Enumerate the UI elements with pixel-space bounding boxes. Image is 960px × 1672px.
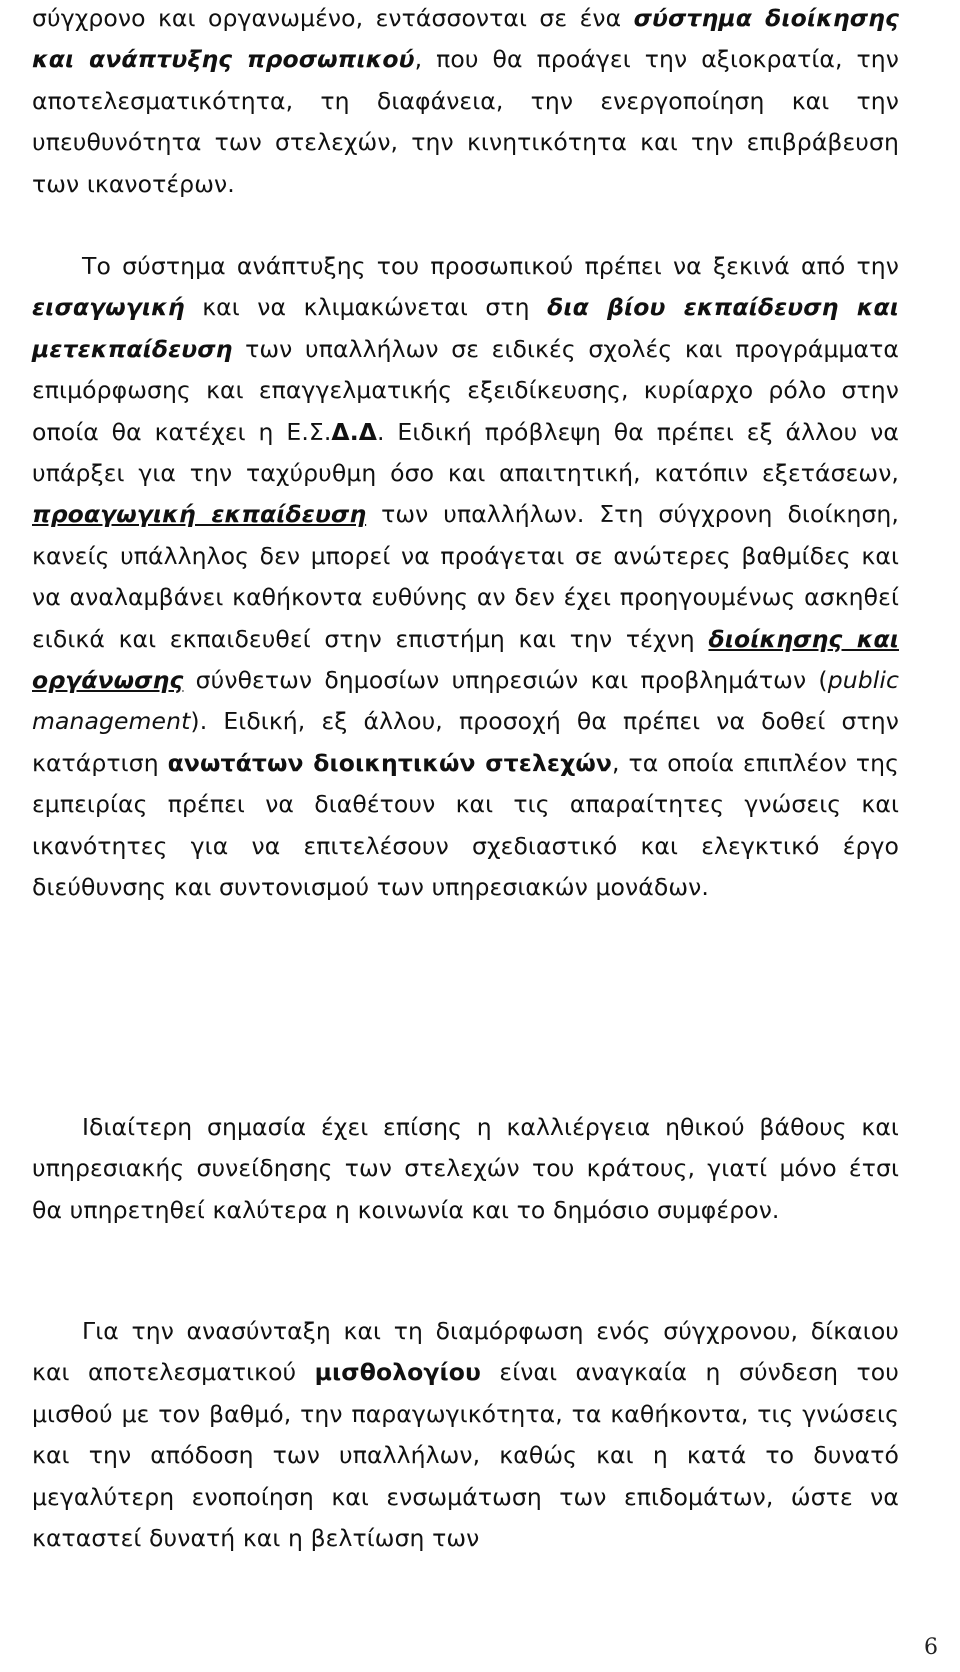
paragraph-pay-scale: Για την ανασύνταξη και τη διαμόρφωση ενός σύγχρονου, δίκαιου και αποτελεσματικού μισθολογίου είναι αναγκαία η σύνδεση του μισθού με τον βαθμό, την παραγωγικότητα, τα καθήκοντα, τις γνώσεις και την απόδοση των υπαλλήλων, καθώς και η κατά το δυνατό μεγαλύτερη ενοποίηση και ενσωμάτωση των επιδομάτων, ώστε να καταστεί δυνατή και η βελτίωση των [32, 1317, 899, 1553]
emphasis-senior-executives: ανωτάτων διοικητικών στελεχών [167, 748, 612, 777]
page-number: 6 [924, 1635, 938, 1660]
emphasis-promotion-training: προαγωγική εκπαίδευση [32, 500, 367, 529]
emphasis-system: σύστημα διοίκησης και ανάπτυξης προσωπικού [32, 4, 899, 74]
paragraph-staff-development: Το σύστημα ανάπτυξης του προσωπικού πρέπει να ξεκινά από την εισαγωγική και να κλιμακώνεται στη δια βίου εκπαίδευση και μετεκπαίδευση των υπαλλήλων σε ειδικές σχολές και προγράμματα επιμόρφωσης και επαγγελματικής εξειδίκευσης, κυρίαρχο ρόλο στην οποία θα κατέχει η Ε.Σ.Δ.Δ. Ειδική πρόβλεψη θα πρέπει εξ άλλου να υπάρξει για την ταχύρυθμη όσο και απαιτητική, κατόπιν εξετάσεων, προαγωγική εκπαίδευση των υπαλλήλων. Στη σύγχρονη διοίκηση, κανείς υπάλληλος δεν μπορεί να προάγεται σε ανώτερες βαθμίδες και να αναλαμβάνει καθήκοντα ευθύνης αν δεν έχει προηγουμένως ασκηθεί ειδικά και εκπαιδευθεί στην επιστήμη και την τέχνη διοίκησης και οργάνωσης σύνθετων δημοσίων υπηρεσιών και προβλημάτων (public management). Ειδική, εξ άλλου, προσοχή θα πρέπει να δοθεί στην κατάρτιση ανωτάτων διοικητικών στελεχών, τα οποία επιπλέον της εμπειρίας πρέπει να διαθέτουν και τις απαραίτητες γνώσεις και ικανότητες για να επιτελέσουν σχεδιαστικό και ελεγκτικό έργο διεύθυνσης και συντονισμού των υπηρεσιακών μονάδων. [32, 252, 900, 902]
paragraph-continuation: σύγχρονο και οργανωμένο, εντάσσονται σε ένα σύστημα διοίκησης και ανάπτυξης προσωπικού, που θα προάγει την αξιοκρατία, την αποτελεσματικότητα, τη διαφάνεια, την ενεργοποίηση και την υπευθυνότητα των στελεχών, την κινητικότητα και την επιβράβευση των ικανοτέρων. [32, 4, 899, 198]
emphasis-public-management: public management [32, 666, 899, 736]
emphasis-lifelong-training: δια βίου εκπαίδευση και μετεκπαίδευση [32, 293, 900, 363]
emphasis-pay-scale: μισθολογίου [314, 1358, 481, 1387]
emphasis-administration: διοίκησης και οργάνωσης [32, 624, 899, 695]
paragraph-ethics: Ιδιαίτερη σημασία έχει επίσης η καλλιέργεια ηθικού βάθους και υπηρεσιακής συνείδησης των στελεχών του κράτους, γιατί μόνο έτσι θα υπηρετηθεί καλύτερα η κοινωνία και το δημόσιο συμφέρον. [32, 1113, 899, 1224]
emphasis-introductory: εισαγωγική [32, 293, 185, 322]
emphasis-esdd: Δ.Δ [331, 417, 378, 446]
